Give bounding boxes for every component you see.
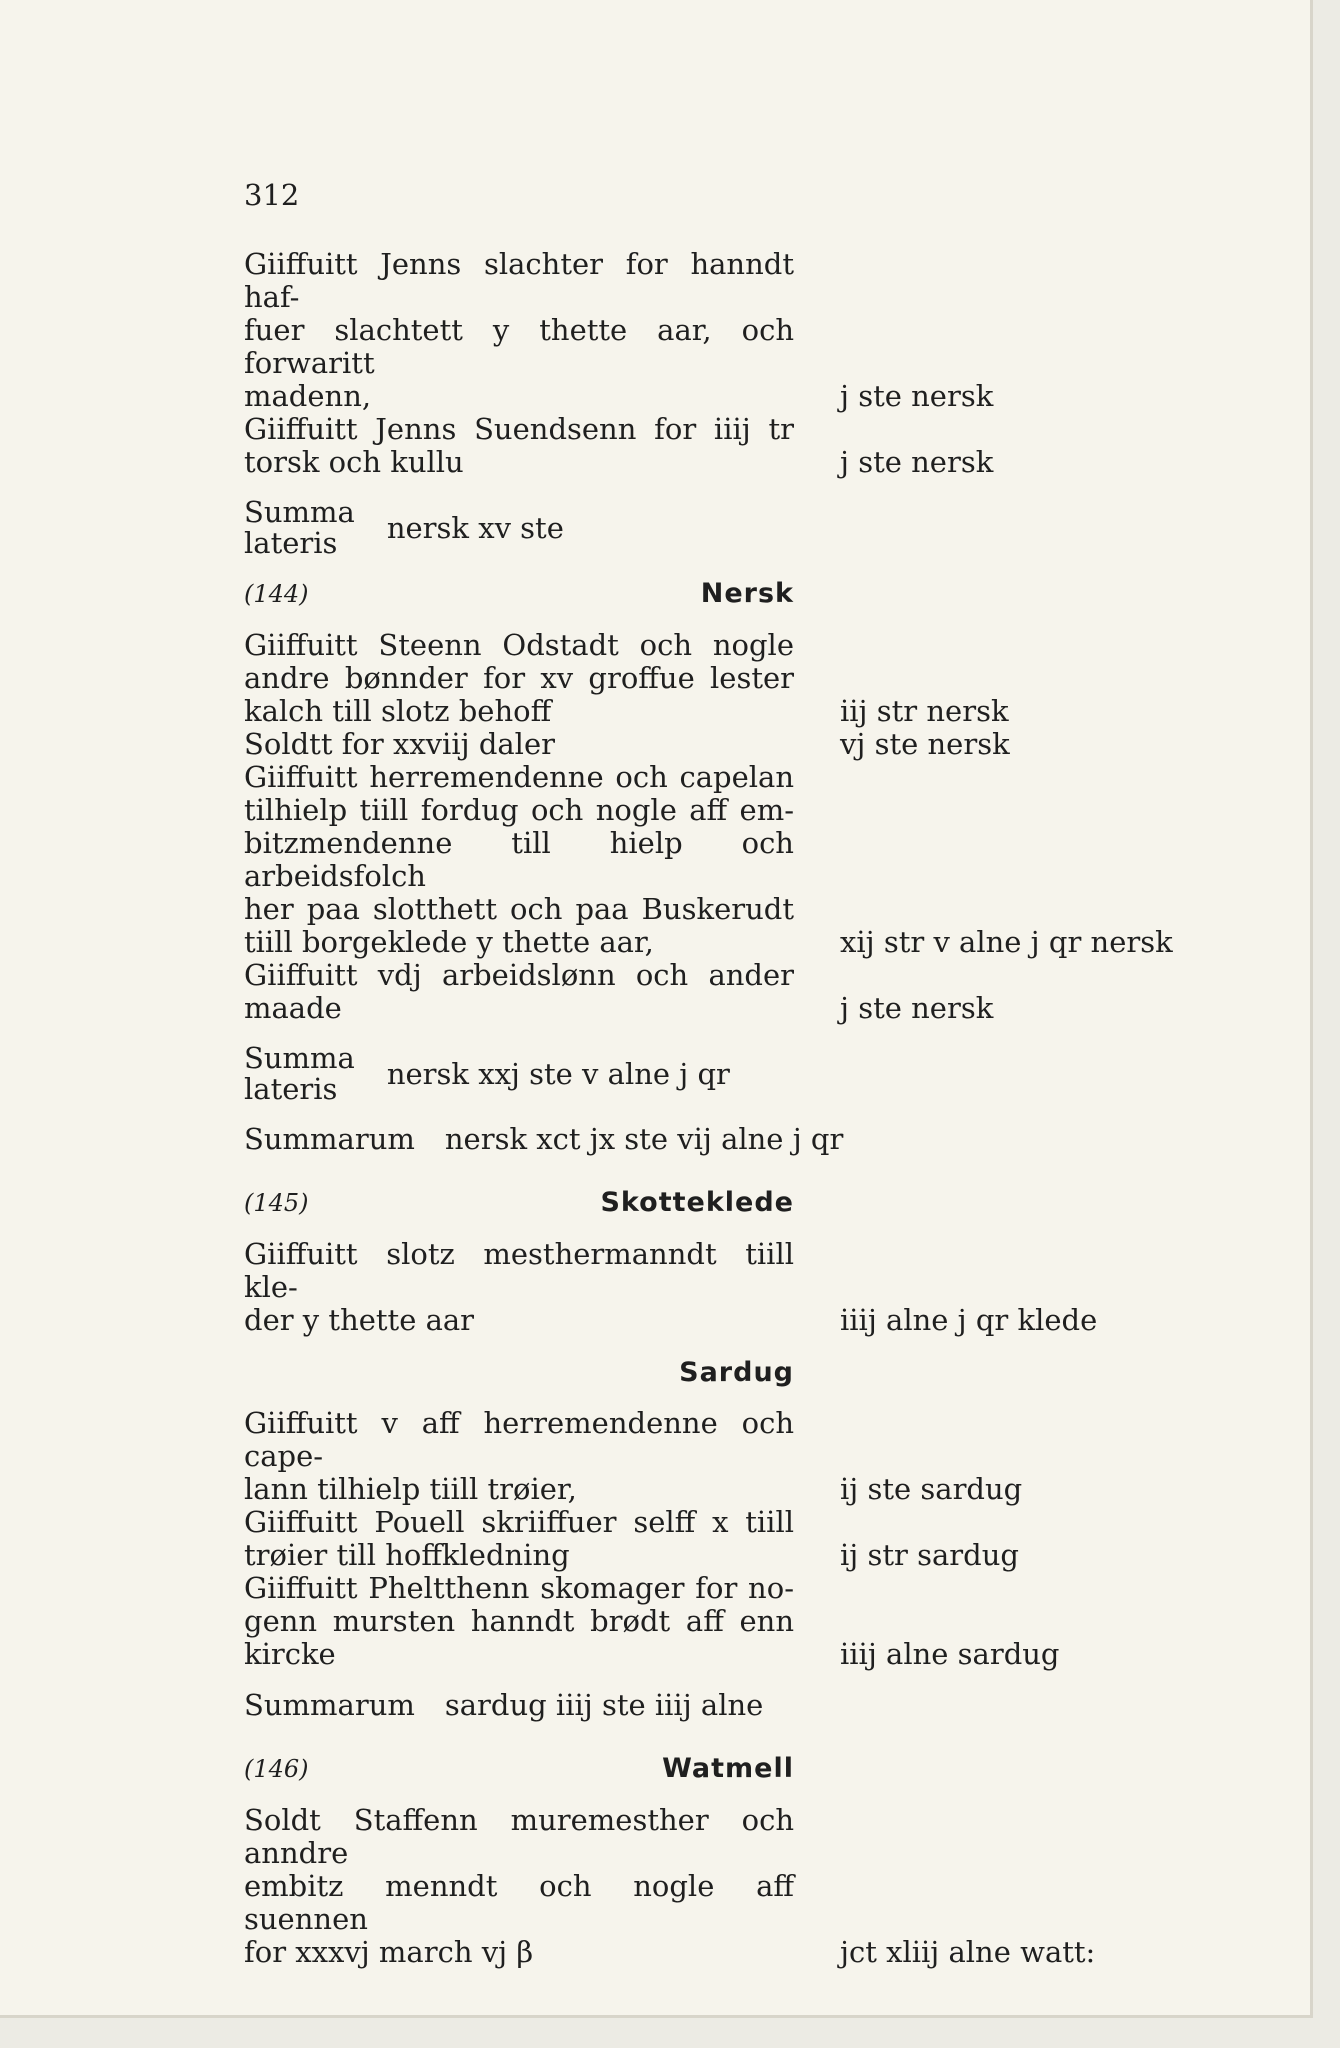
- entry-line: Giiffuitt v aff herremendenne och cape-: [244, 1406, 794, 1473]
- entry-amount: iiij alne j qr klede: [840, 1303, 1098, 1337]
- section-title: Watmell: [662, 1753, 794, 1784]
- entries-144: [244, 629, 1264, 1025]
- entry-line: lann tilhielp tiill trøier,: [244, 1472, 577, 1506]
- section-number: (145): [244, 1189, 309, 1217]
- entry-amount: xij str v alne j qr nersk: [840, 925, 1173, 959]
- sardug-heading: [244, 1355, 794, 1389]
- summarum-label: Summarum: [244, 1688, 415, 1722]
- section-144-header: [244, 577, 794, 611]
- entry-line: maade: [244, 991, 342, 1025]
- entries-145: [244, 1238, 1264, 1337]
- entry-line: Giiffuitt herremendenne och capelan: [244, 760, 794, 794]
- summarum-label: Summarum: [244, 1122, 415, 1156]
- entry-line: Soldtt for xxviij daler: [244, 727, 555, 761]
- entry-line: kalch till slotz behoff: [244, 694, 552, 728]
- subsection-title: Sardug: [679, 1357, 794, 1388]
- entry-line: Giiffuitt Pouell skriiffuer selff x tiill: [244, 1505, 794, 1539]
- summarum-2: [244, 1689, 1264, 1722]
- entry-amount: iiij alne sardug: [840, 1637, 1060, 1671]
- section-146-header: [244, 1752, 794, 1786]
- entry-line: Soldt Staffenn muremesther och anndre: [244, 1803, 794, 1870]
- entry-amount: j ste nersk: [840, 991, 994, 1025]
- entry-text: [244, 248, 794, 413]
- summa-label: Summa: [244, 1041, 355, 1075]
- section-145-header: [244, 1186, 794, 1220]
- entry-line: embitz menndt och nogle aff suennen: [244, 1869, 794, 1936]
- entry-text: [244, 1238, 794, 1337]
- entry-line: her paa slotthett och paa Buskerudt: [244, 892, 794, 926]
- summa-value: nersk xv ste: [386, 510, 564, 545]
- summarum-value: nersk xct jx ste vij alne j qr: [444, 1122, 844, 1156]
- entry-line: andre bønnder for xv groffue lester: [244, 661, 794, 695]
- page-number: 312: [244, 178, 300, 212]
- entry-line: kircke: [244, 1637, 336, 1671]
- entry-line: Giiffuitt slotz mesthermanndt tiill kle-: [244, 1237, 794, 1304]
- section-title: Skotteklede: [600, 1187, 794, 1218]
- summa-value: nersk xxj ste v alne j qr: [386, 1056, 730, 1091]
- ledger-entry: [244, 629, 1264, 728]
- entry-amount: j ste nersk: [840, 445, 994, 479]
- summarum-value: sardug iiij ste iiij alne: [444, 1688, 764, 1722]
- entry-line: Giiffuitt Steenn Odstadt och nogle: [244, 628, 794, 662]
- ledger-entry: [244, 1572, 1264, 1671]
- entry-text: [244, 1572, 794, 1671]
- entry-text: [244, 761, 794, 959]
- summa-label: Summa: [244, 495, 355, 529]
- ledger-entry: [244, 728, 1264, 761]
- entry-line: Giiffuitt Jenns slachter for hanndt haf-: [244, 247, 794, 314]
- ledger-entry: [244, 248, 1264, 413]
- entry-amount: jct xliij alne watt:: [840, 1935, 1096, 1969]
- summa-lateris-2: [244, 1043, 1264, 1105]
- entry-line: fuer slachtett y thette aar, och forwaritt: [244, 313, 794, 380]
- entry-text: [244, 959, 794, 1025]
- entries-146: [244, 1804, 1264, 1969]
- entry-line: Giiffuitt vdj arbeidslønn och ander: [244, 958, 794, 992]
- entry-text: [244, 629, 794, 728]
- entry-line: tiill borgeklede y thette aar,: [244, 925, 654, 959]
- entry-line: Giiffuitt Jenns Suendsenn for iiij tr: [244, 412, 794, 446]
- ledger-entry: [244, 1407, 1264, 1506]
- section-title: Nersk: [700, 578, 794, 609]
- entry-amount: ij str sardug: [840, 1538, 1019, 1572]
- entry-line: torsk och kullu: [244, 445, 464, 479]
- lateris-label: lateris: [244, 526, 338, 560]
- entry-text: [244, 413, 794, 479]
- entry-amount: j ste nersk: [840, 379, 994, 413]
- summarum-1: [244, 1123, 1264, 1156]
- ledger-entry: [244, 413, 1264, 479]
- entry-line: for xxxvj march vj β: [244, 1935, 534, 1969]
- entry-line: madenn,: [244, 379, 372, 413]
- entry-text: [244, 1804, 794, 1969]
- entry-text: [244, 728, 794, 761]
- entry-line: Giiffuitt Pheltthenn skomager for no-: [244, 1571, 794, 1605]
- document-body: [244, 248, 1264, 1969]
- entry-line: trøier till hoffkledning: [244, 1538, 570, 1572]
- entries-top: [244, 248, 1264, 479]
- entry-line: tilhielp tiill fordug och nogle aff em-: [244, 793, 794, 827]
- ledger-entry: [244, 959, 1264, 1025]
- entries-sardug: [244, 1407, 1264, 1671]
- entry-amount: iij str nersk: [840, 694, 1009, 728]
- section-number: (146): [244, 1755, 309, 1783]
- ledger-entry: [244, 761, 1264, 959]
- entry-line: bitzmendenne till hielp och arbeidsfolch: [244, 826, 794, 893]
- ledger-entry: [244, 1804, 1264, 1969]
- lateris-label: lateris: [244, 1072, 338, 1106]
- entry-line: genn mursten hanndt brødt aff enn: [244, 1604, 794, 1638]
- ledger-entry: [244, 1238, 1264, 1337]
- entry-text: [244, 1407, 794, 1506]
- entry-amount: ij ste sardug: [840, 1472, 1023, 1506]
- entry-text: [244, 1506, 794, 1572]
- ledger-entry: [244, 1506, 1264, 1572]
- entry-line: der y thette aar: [244, 1303, 475, 1337]
- summa-lateris-1: [244, 497, 1264, 559]
- section-number: (144): [244, 580, 309, 608]
- entry-amount: vj ste nersk: [840, 727, 1010, 761]
